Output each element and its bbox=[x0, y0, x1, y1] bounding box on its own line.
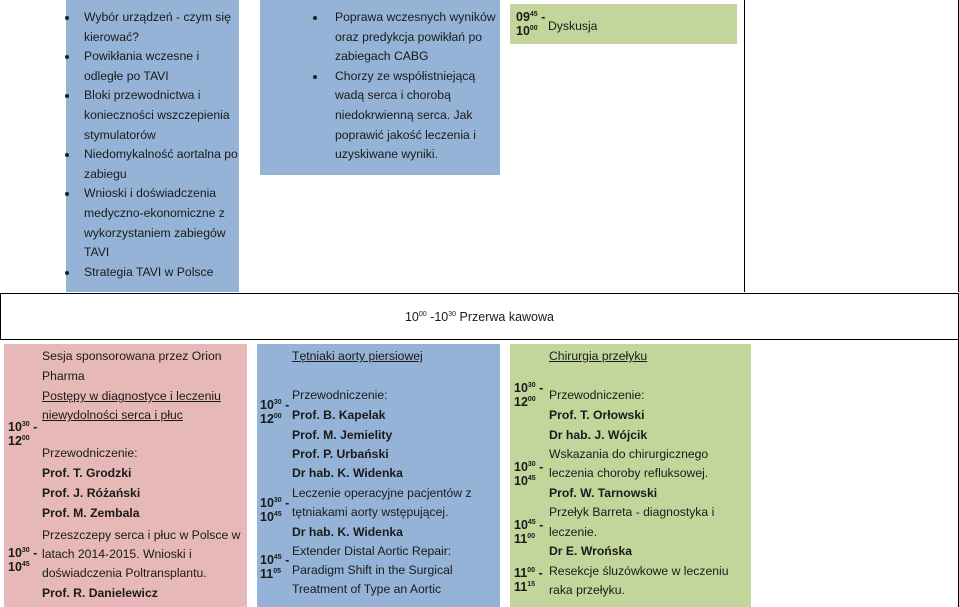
talk-title: Resekcje śluzówkowe w leczeniu bbox=[549, 564, 729, 578]
topic-line: Chorzy ze współistniejącą bbox=[335, 68, 476, 83]
talk-time: $10^{45}$ - $11^{00}$ bbox=[514, 518, 544, 546]
talk-title: latach 2014-2015. Wnioski i bbox=[42, 547, 192, 561]
coffee-break-line: $10^{00}$ $-10^{30}$ Przerwa kawowa bbox=[404, 310, 554, 324]
topic-line: oraz predykcja powikłań po bbox=[335, 29, 483, 44]
bullet-icon bbox=[65, 271, 69, 275]
talk-title: leczenie. bbox=[549, 525, 598, 539]
talk-title: doświadczenia Poltransplantu. bbox=[42, 566, 207, 580]
chair-name: Prof. T. Grodzki bbox=[42, 466, 132, 480]
topic-line: odległe po TAVI bbox=[84, 68, 169, 83]
talk-title: tętniakami aorty wstępującej. bbox=[292, 505, 449, 519]
topic-line: Poprawa wczesnych wyników bbox=[335, 10, 496, 24]
bullet-icon bbox=[313, 16, 317, 20]
sponsored-session-title: Sesja sponsorowana przez Orion bbox=[42, 349, 222, 363]
topic-line: konieczności wszczepienia bbox=[84, 108, 230, 122]
discussion-label: Dyskusja bbox=[548, 19, 598, 33]
topic-line: medyczno-ekonomiczne z bbox=[84, 206, 225, 220]
topic-line: wadą serca i chorobą bbox=[335, 88, 451, 103]
chair-label: Przewodniczenie: bbox=[549, 388, 645, 402]
topic-line: zabiegu bbox=[84, 166, 127, 181]
session-time: $10^{30}$ - $12^{00}$ bbox=[8, 420, 38, 448]
speaker-name: Dr hab. K. Widenka bbox=[292, 525, 403, 539]
talk-time: $10^{45}$ - $11^{05}$ bbox=[260, 553, 290, 581]
break-bottom-border bbox=[0, 339, 959, 340]
talk-title: Wskazania do chirurgicznego bbox=[549, 447, 709, 461]
talk-time: $10^{30}$ - $10^{45}$ bbox=[514, 460, 544, 488]
topic-line: niedokrwienną serca. Jak bbox=[335, 108, 473, 122]
talk-title: leczenia choroby refluksowej. bbox=[549, 466, 709, 480]
topic-line: uzyskiwane wyniki. bbox=[335, 147, 438, 162]
topic-line: stymulatorów bbox=[84, 127, 156, 142]
talk-title: Przeszczepy serca i płuc w Polsce w bbox=[42, 528, 241, 542]
chair-name: Dr hab. K. Widenka bbox=[292, 466, 403, 480]
topic-line: Bloki przewodnictwa i bbox=[84, 88, 201, 103]
discussion-time: $09^{45}$ - $10^{00}$ bbox=[516, 10, 546, 38]
aortic-session-title: Tętniaki aorty piersiowej bbox=[292, 349, 423, 363]
break-top-border bbox=[0, 293, 959, 294]
talk-title: Extender Distal Aortic Repair: bbox=[292, 544, 452, 558]
speaker-name: Dr E. Wrońska bbox=[549, 544, 633, 558]
bullet-icon bbox=[65, 16, 69, 20]
topic-line: Niedomykalność aortalna po bbox=[84, 147, 238, 162]
chair-name: Prof. T. Orłowski bbox=[549, 408, 645, 422]
talk-title: niewydolności serca i płuc bbox=[42, 408, 183, 422]
chair-name: Prof. M. Jemielity bbox=[292, 428, 393, 442]
chair-name: Prof. P. Urbański bbox=[292, 447, 389, 461]
topic-line: Wybór urządzeń - czym się bbox=[84, 10, 231, 24]
talk-title: Leczenie operacyjne pacjentów z bbox=[292, 486, 472, 500]
talk-time: $11^{00}$ - $11^{15}$ bbox=[514, 566, 543, 594]
bullet-icon bbox=[313, 75, 317, 79]
session-time: $10^{30}$ - $12^{00}$ bbox=[260, 398, 290, 426]
column-divider bbox=[744, 0, 745, 292]
speaker-name: Prof. R. Danielewicz bbox=[42, 586, 158, 600]
chair-label: Przewodniczenie: bbox=[292, 388, 388, 402]
talk-time: $10^{30}$ - $10^{45}$ bbox=[8, 546, 38, 574]
topic-line: Wnioski i doświadczenia bbox=[84, 186, 217, 201]
sponsored-session-title: Pharma bbox=[42, 369, 85, 383]
topic-line: poprawić jakość leczenia i bbox=[335, 127, 476, 142]
chair-name: Prof. J. Różański bbox=[42, 486, 141, 500]
chair-name: Prof. M. Zembala bbox=[42, 506, 140, 520]
chair-name: Prof. B. Kapelak bbox=[292, 408, 386, 422]
talk-title: Przełyk Barreta - diagnostyka i bbox=[549, 505, 715, 519]
topic-line: wykorzystaniem zabiegów bbox=[84, 225, 226, 240]
topic-line: Strategia TAVI w Polsce bbox=[84, 264, 214, 279]
topic-line: TAVI bbox=[84, 245, 110, 260]
talk-title: Paradigm Shift in the Surgical bbox=[292, 563, 453, 577]
speaker-name: Prof. W. Tarnowski bbox=[549, 486, 658, 500]
chair-label: Przewodniczenie: bbox=[42, 446, 138, 460]
talk-title: Treatment of Type an Aortic bbox=[292, 582, 442, 596]
talk-time: $10^{30}$ - $10^{45}$ bbox=[260, 496, 290, 524]
talk-title: raka przełyku. bbox=[549, 583, 625, 597]
esophagus-session-title: Chirurgia przełyku bbox=[549, 349, 648, 363]
talk-title: Postępy w diagnostyce i leczeniu bbox=[42, 389, 221, 403]
topic-line: zabiegach CABG bbox=[335, 49, 429, 64]
session-time: $10^{30}$ - $12^{00}$ bbox=[514, 381, 544, 409]
topic-line: Powikłania wczesne i bbox=[84, 49, 200, 64]
chair-name: Dr hab. J. Wójcik bbox=[549, 428, 648, 442]
topic-line: kierować? bbox=[84, 29, 139, 44]
